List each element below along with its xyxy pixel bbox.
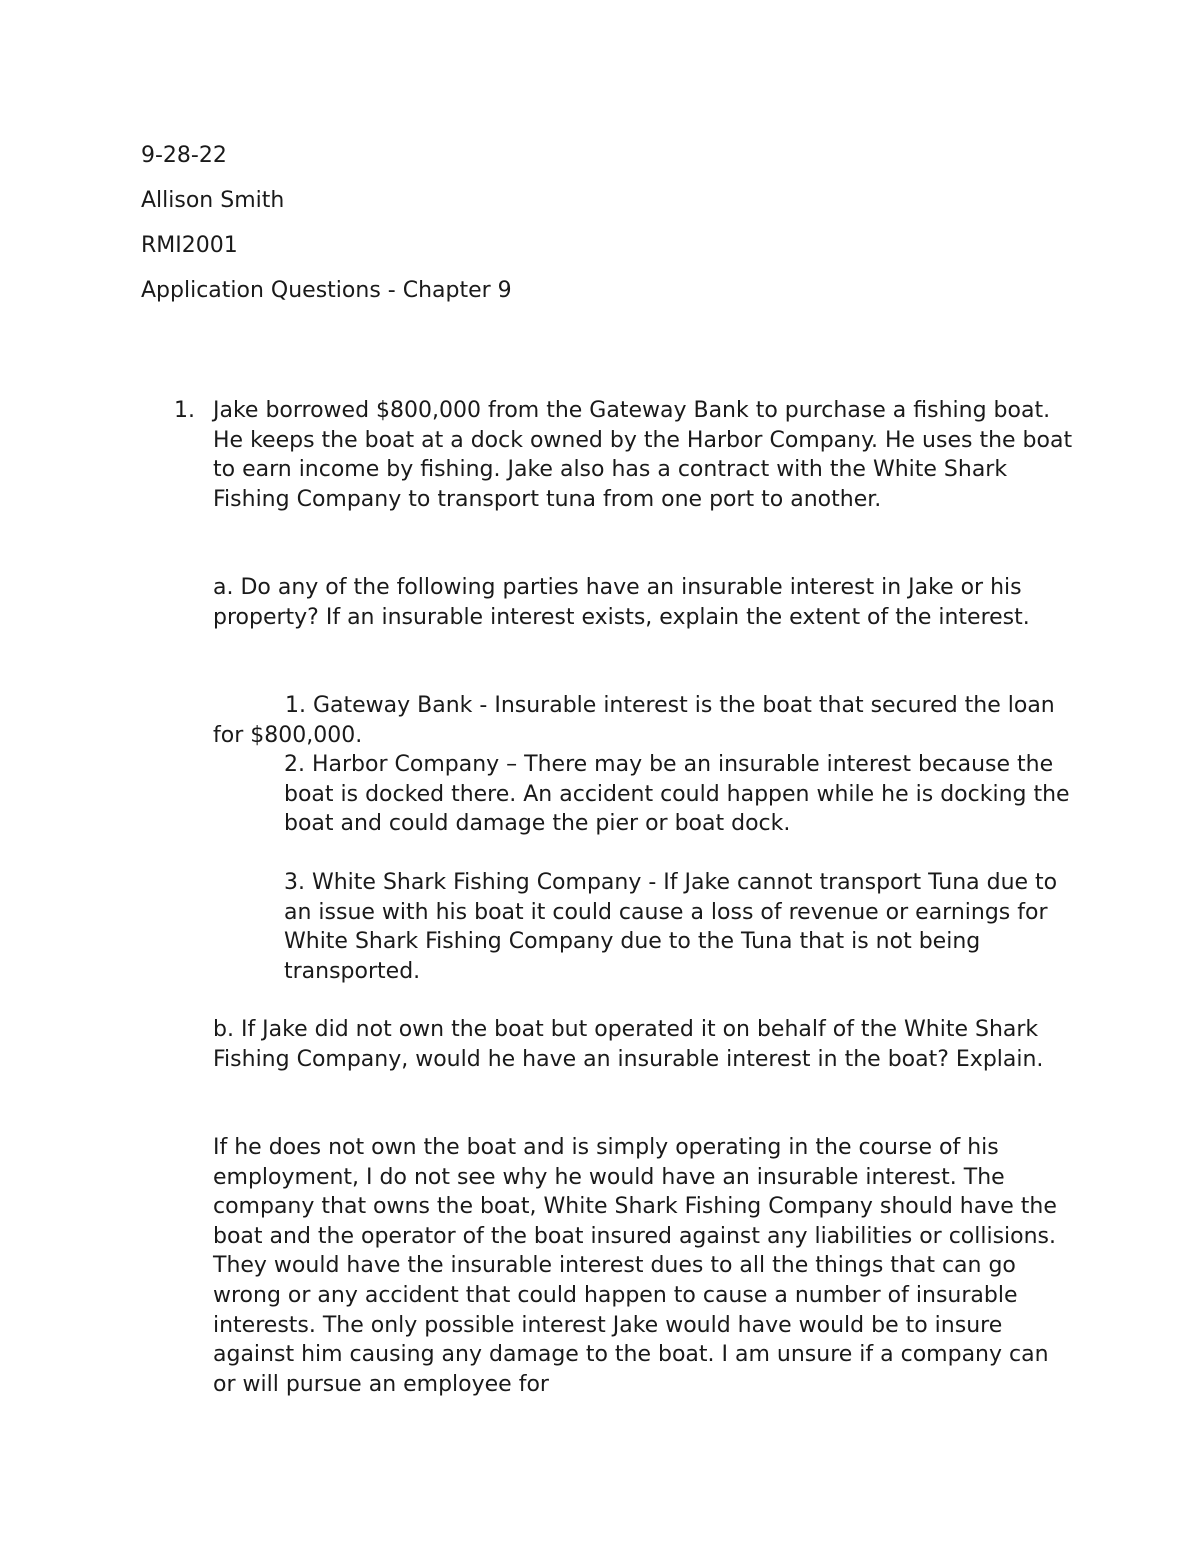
part-b-answer: If he does not own the boat and is simply operating in the course of his employment, I do not see why he would have an insurable interest. The company that owns the boat, White Shark Fishing Company should have the boat and the operator of the boat insured against any liabilities or collisions. They would have the insurable interest dues to all the things that can go wrong or any accident that could happen to cause a number of insurable interests. The only possible interest Jake would have would be to insure against him causing any damage to the boat. I am unsure if a company can or will pursue an employee for (213, 1135, 1057, 1397)
part-a-answer-harbor-company: 2. Harbor Company – There may be an insurable interest because the boat is docked there. An accident could happen while he is docking the boat and could damage the pier or boat dock. (284, 752, 1070, 837)
part-b-question: b. If Jake did not own the boat but operated it on behalf of the White Shark Fishing Company, would he have an insurable interest in the boat? Explain. (213, 1017, 1044, 1072)
document-date: 9-28-22 (141, 143, 227, 168)
document-title: Application Questions - Chapter 9 (141, 278, 512, 303)
author-name: Allison Smith (141, 188, 285, 213)
part-a-answer-white-shark: 3. White Shark Fishing Company - If Jake cannot transport Tuna due to an issue with his boat it could cause a loss of revenue or earnings for White Shark Fishing Company due to the Tuna that is not being transported. (284, 870, 1058, 984)
course-code: RMI2001 (141, 233, 238, 258)
question-number: 1. (174, 398, 195, 423)
part-a-question: a. Do any of the following parties have an insurable interest in Jake or his property? If an insurable interest exists, explain the extent of the interest. (213, 575, 1030, 630)
part-a-answer-gateway-bank: 1. Gateway Bank - Insurable interest is the boat that secured the loan for $800,000. (213, 693, 1055, 748)
question-text: Jake borrowed $800,000 from the Gateway Bank to purchase a fishing boat. He keeps the boat at a dock owned by the Harbor Company. He uses the boat to earn income by fishing. Jake also has a contract with the White Shark Fishing Company to transport tuna from one port to another. (213, 398, 1073, 512)
